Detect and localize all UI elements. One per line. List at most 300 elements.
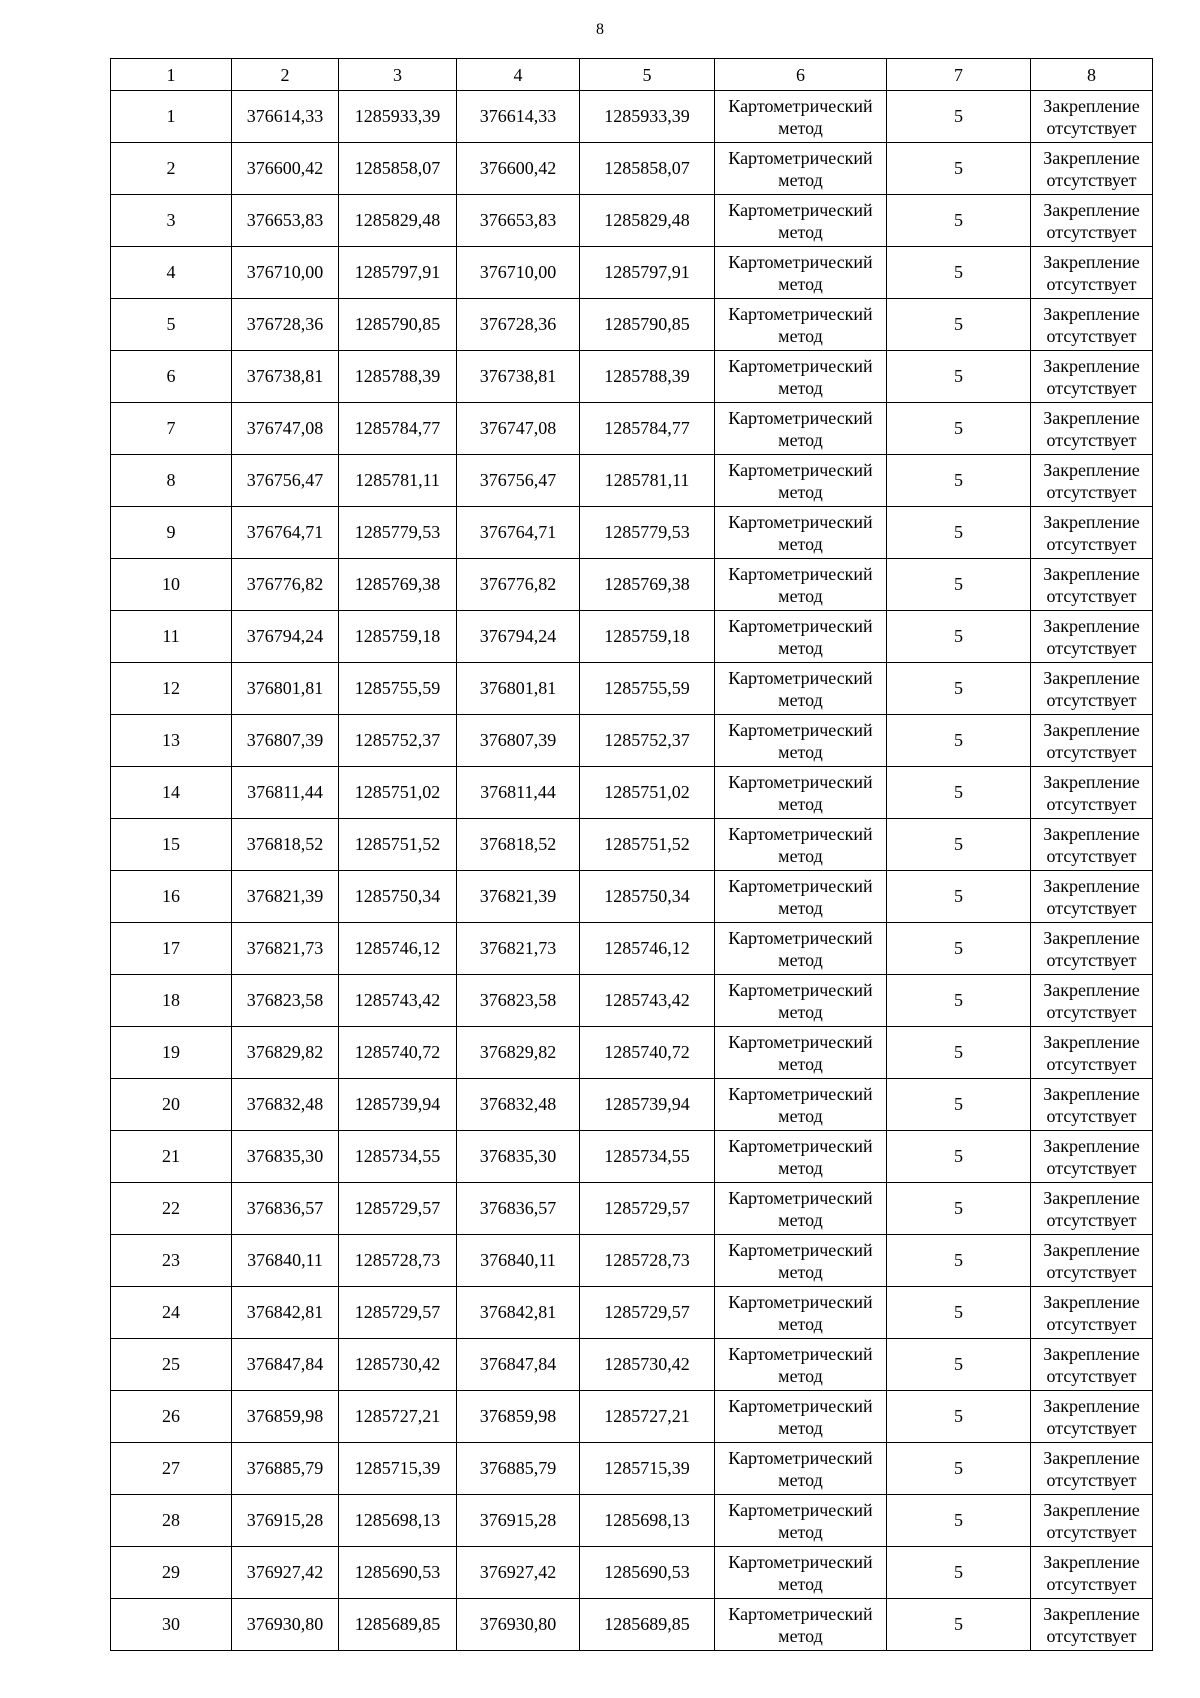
method-text-line: Картометрический [728, 95, 873, 116]
method-cell [715, 1599, 887, 1651]
point-number-cell: 11 [111, 611, 232, 663]
y-coordinate-cell: 1285746,12 [339, 923, 457, 975]
method-cell [715, 1235, 887, 1287]
fixing-cell [1031, 1287, 1153, 1339]
method-cell [715, 455, 887, 507]
table-row [111, 663, 1153, 715]
x-coordinate-cell: 376859,98 [457, 1391, 580, 1443]
method-cell [715, 1391, 887, 1443]
method-cell [715, 611, 887, 663]
fixing-text-line: Закрепление [1043, 1083, 1140, 1104]
x-coordinate-cell: 376614,33 [232, 91, 339, 143]
fixing-text-line: отсутствует [1046, 1261, 1137, 1282]
accuracy-cell: 5 [887, 819, 1031, 871]
fixing-text-line: Закрепление [1043, 1447, 1140, 1468]
method-text-line: метод [778, 377, 823, 398]
method-text-line: Картометрический [728, 1395, 873, 1416]
fixing-cell [1031, 195, 1153, 247]
method-cell [715, 247, 887, 299]
x-coordinate-cell: 376840,11 [232, 1235, 339, 1287]
fixing-text-line: Закрепление [1043, 95, 1140, 116]
accuracy-cell: 5 [887, 767, 1031, 819]
accuracy-cell: 5 [887, 1391, 1031, 1443]
fixing-text-line: Закрепление [1043, 1395, 1140, 1416]
point-number-cell: 7 [111, 403, 232, 455]
fixing-cell [1031, 1495, 1153, 1547]
method-text-line: Картометрический [728, 563, 873, 584]
accuracy-cell: 5 [887, 923, 1031, 975]
point-number-cell: 2 [111, 143, 232, 195]
method-text-line: метод [778, 429, 823, 450]
table-row [111, 195, 1153, 247]
method-text-line: метод [778, 793, 823, 814]
point-number-cell: 1 [111, 91, 232, 143]
accuracy-cell: 5 [887, 455, 1031, 507]
table-row [111, 767, 1153, 819]
point-number-cell: 9 [111, 507, 232, 559]
y-coordinate-cell: 1285740,72 [339, 1027, 457, 1079]
accuracy-cell: 5 [887, 663, 1031, 715]
coordinates-table [110, 58, 1153, 1651]
x-coordinate-cell: 376832,48 [232, 1079, 339, 1131]
method-cell [715, 923, 887, 975]
accuracy-cell: 5 [887, 1547, 1031, 1599]
fixing-text-line: отсутствует [1046, 429, 1137, 450]
fixing-text-line: отсутствует [1046, 585, 1137, 606]
y-coordinate-cell: 1285759,18 [339, 611, 457, 663]
fixing-cell [1031, 611, 1153, 663]
fixing-text-line: отсутствует [1046, 169, 1137, 190]
method-text-line: метод [778, 897, 823, 918]
method-text-line: метод [778, 221, 823, 242]
method-text-line: метод [778, 1573, 823, 1594]
fixing-cell [1031, 1391, 1153, 1443]
fixing-text-line: Закрепление [1043, 563, 1140, 584]
accuracy-cell: 5 [887, 299, 1031, 351]
point-number-cell: 5 [111, 299, 232, 351]
x-coordinate-cell: 376728,36 [232, 299, 339, 351]
y-coordinate-cell: 1285729,57 [580, 1287, 715, 1339]
point-number-cell: 10 [111, 559, 232, 611]
table-row [111, 1547, 1153, 1599]
y-coordinate-cell: 1285729,57 [580, 1183, 715, 1235]
accuracy-cell: 5 [887, 351, 1031, 403]
method-text-line: метод [778, 1417, 823, 1438]
method-cell [715, 1027, 887, 1079]
method-text-line: метод [778, 949, 823, 970]
x-coordinate-cell: 376930,80 [232, 1599, 339, 1651]
fixing-text-line: отсутствует [1046, 1521, 1137, 1542]
column-header: 3 [339, 59, 457, 91]
x-coordinate-cell: 376847,84 [232, 1339, 339, 1391]
y-coordinate-cell: 1285728,73 [580, 1235, 715, 1287]
fixing-cell [1031, 975, 1153, 1027]
accuracy-cell: 5 [887, 247, 1031, 299]
x-coordinate-cell: 376927,42 [457, 1547, 580, 1599]
method-text-line: метод [778, 1053, 823, 1074]
fixing-text-line: отсутствует [1046, 1001, 1137, 1022]
point-number-cell: 12 [111, 663, 232, 715]
y-coordinate-cell: 1285730,42 [339, 1339, 457, 1391]
fixing-cell [1031, 91, 1153, 143]
table-row [111, 559, 1153, 611]
accuracy-cell: 5 [887, 1287, 1031, 1339]
method-text-line: метод [778, 481, 823, 502]
y-coordinate-cell: 1285751,52 [339, 819, 457, 871]
x-coordinate-cell: 376738,81 [457, 351, 580, 403]
column-header: 2 [232, 59, 339, 91]
point-number-cell: 8 [111, 455, 232, 507]
column-header: 1 [111, 59, 232, 91]
fixing-cell [1031, 507, 1153, 559]
method-text-line: метод [778, 1001, 823, 1022]
x-coordinate-cell: 376756,47 [232, 455, 339, 507]
x-coordinate-cell: 376653,83 [457, 195, 580, 247]
method-cell [715, 1131, 887, 1183]
y-coordinate-cell: 1285739,94 [580, 1079, 715, 1131]
fixing-cell [1031, 351, 1153, 403]
fixing-text-line: Закрепление [1043, 1135, 1140, 1156]
fixing-text-line: Закрепление [1043, 1291, 1140, 1312]
table-row [111, 1287, 1153, 1339]
fixing-cell [1031, 299, 1153, 351]
table-header-row [111, 59, 1153, 91]
fixing-text-line: Закрепление [1043, 927, 1140, 948]
x-coordinate-cell: 376794,24 [457, 611, 580, 663]
method-text-line: Картометрический [728, 1187, 873, 1208]
method-text-line: Картометрический [728, 147, 873, 168]
fixing-text-line: отсутствует [1046, 1365, 1137, 1386]
point-number-cell: 13 [111, 715, 232, 767]
x-coordinate-cell: 376927,42 [232, 1547, 339, 1599]
point-number-cell: 23 [111, 1235, 232, 1287]
x-coordinate-cell: 376776,82 [457, 559, 580, 611]
fixing-text-line: Закрепление [1043, 251, 1140, 272]
accuracy-cell: 5 [887, 195, 1031, 247]
y-coordinate-cell: 1285933,39 [580, 91, 715, 143]
method-text-line: метод [778, 1209, 823, 1230]
method-text-line: Картометрический [728, 1551, 873, 1572]
method-text-line: Картометрический [728, 1499, 873, 1520]
fixing-text-line: Закрепление [1043, 615, 1140, 636]
table-row [111, 1235, 1153, 1287]
point-number-cell: 17 [111, 923, 232, 975]
y-coordinate-cell: 1285729,57 [339, 1287, 457, 1339]
point-number-cell: 22 [111, 1183, 232, 1235]
method-text-line: Картометрический [728, 1447, 873, 1468]
method-text-line: Картометрический [728, 875, 873, 896]
fixing-text-line: Закрепление [1043, 511, 1140, 532]
fixing-text-line: отсутствует [1046, 689, 1137, 710]
fixing-text-line: Закрепление [1043, 979, 1140, 1000]
fixing-text-line: отсутствует [1046, 949, 1137, 970]
x-coordinate-cell: 376829,82 [232, 1027, 339, 1079]
accuracy-cell: 5 [887, 559, 1031, 611]
y-coordinate-cell: 1285734,55 [580, 1131, 715, 1183]
fixing-text-line: отсутствует [1046, 377, 1137, 398]
method-text-line: метод [778, 689, 823, 710]
point-number-cell: 4 [111, 247, 232, 299]
method-cell [715, 143, 887, 195]
table-row [111, 1027, 1153, 1079]
accuracy-cell: 5 [887, 975, 1031, 1027]
method-cell [715, 819, 887, 871]
x-coordinate-cell: 376821,39 [232, 871, 339, 923]
table-row [111, 143, 1153, 195]
method-cell [715, 507, 887, 559]
table-row [111, 455, 1153, 507]
fixing-text-line: Закрепление [1043, 1187, 1140, 1208]
accuracy-cell: 5 [887, 715, 1031, 767]
y-coordinate-cell: 1285743,42 [580, 975, 715, 1027]
y-coordinate-cell: 1285730,42 [580, 1339, 715, 1391]
x-coordinate-cell: 376836,57 [232, 1183, 339, 1235]
point-number-cell: 21 [111, 1131, 232, 1183]
y-coordinate-cell: 1285755,59 [580, 663, 715, 715]
x-coordinate-cell: 376885,79 [457, 1443, 580, 1495]
y-coordinate-cell: 1285784,77 [339, 403, 457, 455]
method-cell [715, 871, 887, 923]
fixing-text-line: Закрепление [1043, 199, 1140, 220]
fixing-text-line: Закрепление [1043, 771, 1140, 792]
table-row [111, 819, 1153, 871]
table-row [111, 1391, 1153, 1443]
table-row [111, 975, 1153, 1027]
point-number-cell: 25 [111, 1339, 232, 1391]
y-coordinate-cell: 1285788,39 [580, 351, 715, 403]
column-header: 7 [887, 59, 1031, 91]
y-coordinate-cell: 1285759,18 [580, 611, 715, 663]
y-coordinate-cell: 1285858,07 [339, 143, 457, 195]
y-coordinate-cell: 1285781,11 [339, 455, 457, 507]
accuracy-cell: 5 [887, 1495, 1031, 1547]
fixing-text-line: Закрепление [1043, 407, 1140, 428]
x-coordinate-cell: 376710,00 [232, 247, 339, 299]
y-coordinate-cell: 1285784,77 [580, 403, 715, 455]
fixing-text-line: Закрепление [1043, 1551, 1140, 1572]
y-coordinate-cell: 1285751,02 [339, 767, 457, 819]
method-cell [715, 1443, 887, 1495]
x-coordinate-cell: 376847,84 [457, 1339, 580, 1391]
method-text-line: метод [778, 741, 823, 762]
fixing-text-line: Закрепление [1043, 459, 1140, 480]
y-coordinate-cell: 1285698,13 [580, 1495, 715, 1547]
y-coordinate-cell: 1285755,59 [339, 663, 457, 715]
fixing-text-line: отсутствует [1046, 793, 1137, 814]
method-text-line: Картометрический [728, 1031, 873, 1052]
accuracy-cell: 5 [887, 611, 1031, 663]
fixing-text-line: Закрепление [1043, 719, 1140, 740]
table-body [111, 91, 1153, 1651]
y-coordinate-cell: 1285727,21 [580, 1391, 715, 1443]
method-cell [715, 715, 887, 767]
y-coordinate-cell: 1285752,37 [580, 715, 715, 767]
fixing-cell [1031, 871, 1153, 923]
point-number-cell: 20 [111, 1079, 232, 1131]
fixing-cell [1031, 1339, 1153, 1391]
y-coordinate-cell: 1285769,38 [339, 559, 457, 611]
fixing-text-line: отсутствует [1046, 1209, 1137, 1230]
fixing-cell [1031, 663, 1153, 715]
x-coordinate-cell: 376794,24 [232, 611, 339, 663]
x-coordinate-cell: 376930,80 [457, 1599, 580, 1651]
x-coordinate-cell: 376811,44 [457, 767, 580, 819]
x-coordinate-cell: 376776,82 [232, 559, 339, 611]
fixing-text-line: Закрепление [1043, 1603, 1140, 1624]
table-row [111, 247, 1153, 299]
method-text-line: Картометрический [728, 979, 873, 1000]
x-coordinate-cell: 376835,30 [232, 1131, 339, 1183]
x-coordinate-cell: 376653,83 [232, 195, 339, 247]
method-cell [715, 91, 887, 143]
method-cell [715, 975, 887, 1027]
accuracy-cell: 5 [887, 1079, 1031, 1131]
y-coordinate-cell: 1285781,11 [580, 455, 715, 507]
column-header: 5 [580, 59, 715, 91]
table-row [111, 715, 1153, 767]
method-cell [715, 1287, 887, 1339]
fixing-cell [1031, 1235, 1153, 1287]
fixing-text-line: отсутствует [1046, 481, 1137, 502]
accuracy-cell: 5 [887, 1443, 1031, 1495]
y-coordinate-cell: 1285727,21 [339, 1391, 457, 1443]
accuracy-cell: 5 [887, 143, 1031, 195]
y-coordinate-cell: 1285743,42 [339, 975, 457, 1027]
accuracy-cell: 5 [887, 1027, 1031, 1079]
fixing-cell [1031, 715, 1153, 767]
fixing-text-line: отсутствует [1046, 117, 1137, 138]
fixing-text-line: отсутствует [1046, 533, 1137, 554]
x-coordinate-cell: 376710,00 [457, 247, 580, 299]
method-text-line: метод [778, 169, 823, 190]
method-text-line: Картометрический [728, 667, 873, 688]
table-row [111, 871, 1153, 923]
table-row [111, 1079, 1153, 1131]
point-number-cell: 28 [111, 1495, 232, 1547]
fixing-text-line: отсутствует [1046, 1313, 1137, 1334]
table-row [111, 351, 1153, 403]
y-coordinate-cell: 1285698,13 [339, 1495, 457, 1547]
y-coordinate-cell: 1285829,48 [339, 195, 457, 247]
method-cell [715, 351, 887, 403]
page-number: 8 [596, 21, 604, 38]
y-coordinate-cell: 1285715,39 [580, 1443, 715, 1495]
table-row [111, 923, 1153, 975]
fixing-cell [1031, 247, 1153, 299]
point-number-cell: 18 [111, 975, 232, 1027]
method-text-line: Картометрический [728, 251, 873, 272]
fixing-text-line: отсутствует [1046, 1417, 1137, 1438]
y-coordinate-cell: 1285750,34 [339, 871, 457, 923]
fixing-text-line: отсутствует [1046, 637, 1137, 658]
method-text-line: метод [778, 1157, 823, 1178]
y-coordinate-cell: 1285933,39 [339, 91, 457, 143]
point-number-cell: 26 [111, 1391, 232, 1443]
method-cell [715, 767, 887, 819]
method-text-line: метод [778, 1625, 823, 1646]
fixing-cell [1031, 455, 1153, 507]
x-coordinate-cell: 376747,08 [457, 403, 580, 455]
y-coordinate-cell: 1285690,53 [580, 1547, 715, 1599]
fixing-cell [1031, 1183, 1153, 1235]
method-cell [715, 403, 887, 455]
method-text-line: Картометрический [728, 1291, 873, 1312]
y-coordinate-cell: 1285728,73 [339, 1235, 457, 1287]
y-coordinate-cell: 1285779,53 [580, 507, 715, 559]
table-row [111, 91, 1153, 143]
fixing-text-line: Закрепление [1043, 1343, 1140, 1364]
table-row [111, 299, 1153, 351]
fixing-text-line: Закрепление [1043, 1499, 1140, 1520]
method-text-line: Картометрический [728, 719, 873, 740]
point-number-cell: 27 [111, 1443, 232, 1495]
x-coordinate-cell: 376801,81 [232, 663, 339, 715]
x-coordinate-cell: 376915,28 [232, 1495, 339, 1547]
fixing-text-line: отсутствует [1046, 741, 1137, 762]
y-coordinate-cell: 1285690,53 [339, 1547, 457, 1599]
x-coordinate-cell: 376821,39 [457, 871, 580, 923]
fixing-text-line: отсутствует [1046, 1105, 1137, 1126]
table-row [111, 1183, 1153, 1235]
fixing-text-line: отсутствует [1046, 1157, 1137, 1178]
method-cell [715, 195, 887, 247]
x-coordinate-cell: 376811,44 [232, 767, 339, 819]
x-coordinate-cell: 376818,52 [457, 819, 580, 871]
method-text-line: метод [778, 1105, 823, 1126]
method-text-line: метод [778, 1365, 823, 1386]
column-header: 6 [715, 59, 887, 91]
y-coordinate-cell: 1285769,38 [580, 559, 715, 611]
method-text-line: Картометрический [728, 1343, 873, 1364]
y-coordinate-cell: 1285750,34 [580, 871, 715, 923]
table-row [111, 507, 1153, 559]
point-number-cell: 19 [111, 1027, 232, 1079]
x-coordinate-cell: 376859,98 [232, 1391, 339, 1443]
method-text-line: Картометрический [728, 1239, 873, 1260]
y-coordinate-cell: 1285790,85 [580, 299, 715, 351]
method-text-line: Картометрический [728, 1135, 873, 1156]
method-text-line: Картометрический [728, 303, 873, 324]
y-coordinate-cell: 1285689,85 [339, 1599, 457, 1651]
y-coordinate-cell: 1285752,37 [339, 715, 457, 767]
x-coordinate-cell: 376840,11 [457, 1235, 580, 1287]
method-text-line: Картометрический [728, 823, 873, 844]
x-coordinate-cell: 376756,47 [457, 455, 580, 507]
method-text-line: метод [778, 1469, 823, 1490]
x-coordinate-cell: 376614,33 [457, 91, 580, 143]
table-row [111, 1131, 1153, 1183]
method-text-line: Картометрический [728, 355, 873, 376]
method-cell [715, 559, 887, 611]
method-text-line: метод [778, 1521, 823, 1542]
method-text-line: Картометрический [728, 927, 873, 948]
method-cell [715, 1079, 887, 1131]
method-text-line: Картометрический [728, 459, 873, 480]
y-coordinate-cell: 1285715,39 [339, 1443, 457, 1495]
point-number-cell: 29 [111, 1547, 232, 1599]
method-text-line: метод [778, 273, 823, 294]
fixing-cell [1031, 819, 1153, 871]
point-number-cell: 24 [111, 1287, 232, 1339]
method-cell [715, 299, 887, 351]
fixing-text-line: Закрепление [1043, 303, 1140, 324]
x-coordinate-cell: 376600,42 [457, 143, 580, 195]
fixing-text-line: Закрепление [1043, 667, 1140, 688]
column-header: 4 [457, 59, 580, 91]
fixing-cell [1031, 1443, 1153, 1495]
fixing-cell [1031, 1599, 1153, 1651]
fixing-text-line: отсутствует [1046, 325, 1137, 346]
